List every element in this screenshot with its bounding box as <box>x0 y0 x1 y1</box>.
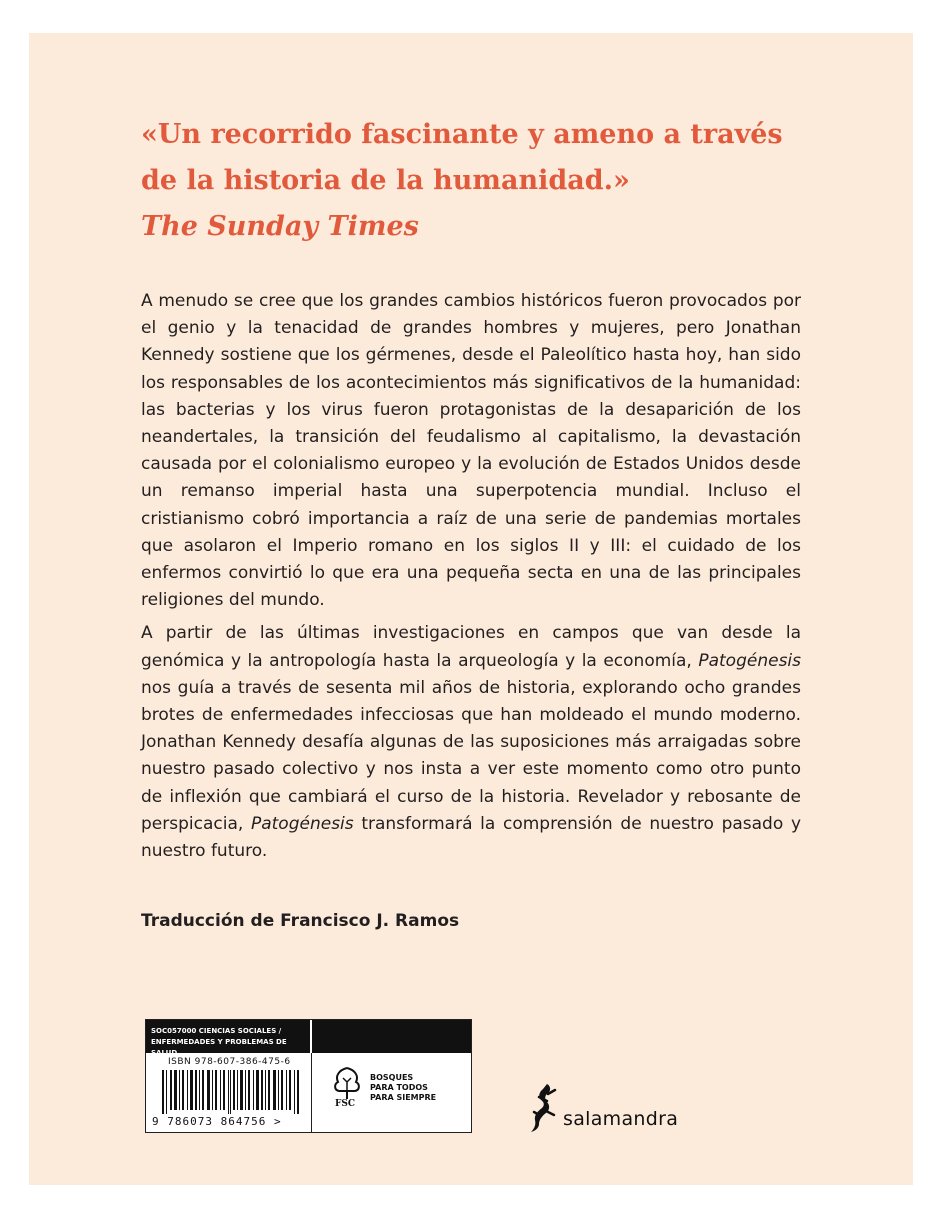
bisac-line-1: SOC057000 CIENCIAS SOCIALES / <box>151 1027 282 1035</box>
quote-line-1: «Un recorrido fascinante y ameno a través <box>141 119 783 150</box>
paragraph-2-text-a: A partir de las últimas investigaciones en campos que van desde la genómica y la antropología hasta la arqueología y la economía, <box>141 623 801 671</box>
quote-line-2: de la historia de la humanidad.» <box>141 165 630 196</box>
paragraph-2-text-b: nos guía a través de sesenta mil años de historia, explorando ocho grandes brotes de enfermedades infecciosas que han moldeado el mundo moderno. Jonathan Kennedy desafía algunas de las suposiciones más arraigadas sobre nuestro pasado colectivo y nos insta a ver este momento como otro punto de inflexión que cambiará el curso de la historia. Revelador y rebosante de perspicacia, <box>141 677 801 834</box>
synopsis <box>141 288 801 871</box>
synopsis-paragraph-2 <box>141 620 801 865</box>
fsc-label: FSC <box>335 1099 356 1109</box>
salamander-logo-icon <box>527 1082 565 1134</box>
quote-source: The Sunday Times <box>141 211 419 242</box>
fsc-slogan-line-2: PARA TODOS <box>370 1083 428 1092</box>
book-title: Patogénesis <box>250 813 354 834</box>
barcode-panel <box>145 1019 472 1133</box>
price-bar <box>312 1020 471 1053</box>
paragraph-2-text-c: transformará la comprensión de nuestro pasado y nuestro futuro. <box>141 813 802 862</box>
book-title: Patogénesis <box>698 650 801 671</box>
barcode-icon <box>162 1070 302 1114</box>
synopsis-paragraph-1: A menudo se cree que los grandes cambios históricos fueron provocados por el genio y la tenacidad de grandes hombres y mujeres, pero Jonathan Kennedy sostiene que los gérmenes, desde el Paleolítico hasta hoy, han sido los responsables de los acontecimientos más significativos de la humanidad: las bacterias y los virus fueron protagonistas de la desaparición de los neandertales, la transición del feudalismo al capitalismo, la devastación causada por el colonialismo europeo y la evolución de Estados Unidos desde un remanso imperial hasta una superpotencia mundial. Incluso el cristianismo cobró importancia a raíz de una serie de pandemias mortales que asolaron el Imperio romano en los siglos II y III: el cuidado de los enfermos convirtió lo que era una pequeña secta en una de las principales religiones del mundo. <box>141 291 801 611</box>
translator-credit: Traducción de Francisco J. Ramos <box>141 911 460 931</box>
isbn-text: ISBN 978-607-386-475-6 <box>168 1057 291 1067</box>
publisher-name: salamandra <box>563 1108 679 1130</box>
fsc-tree-icon <box>329 1066 365 1100</box>
barcode-digits: 9 786073 864756 > <box>152 1115 282 1128</box>
fsc-slogan-line-1: BOSQUES <box>370 1073 414 1082</box>
panel-divider <box>311 1053 312 1132</box>
fsc-slogan-line-3: PARA SIEMPRE <box>370 1093 437 1102</box>
bisac-category <box>146 1020 310 1057</box>
fsc-slogan <box>370 1073 436 1103</box>
bisac-line-2: ENFERMEDADES Y PROBLEMAS DE SALUD <box>151 1038 287 1057</box>
press-quote <box>141 112 821 250</box>
